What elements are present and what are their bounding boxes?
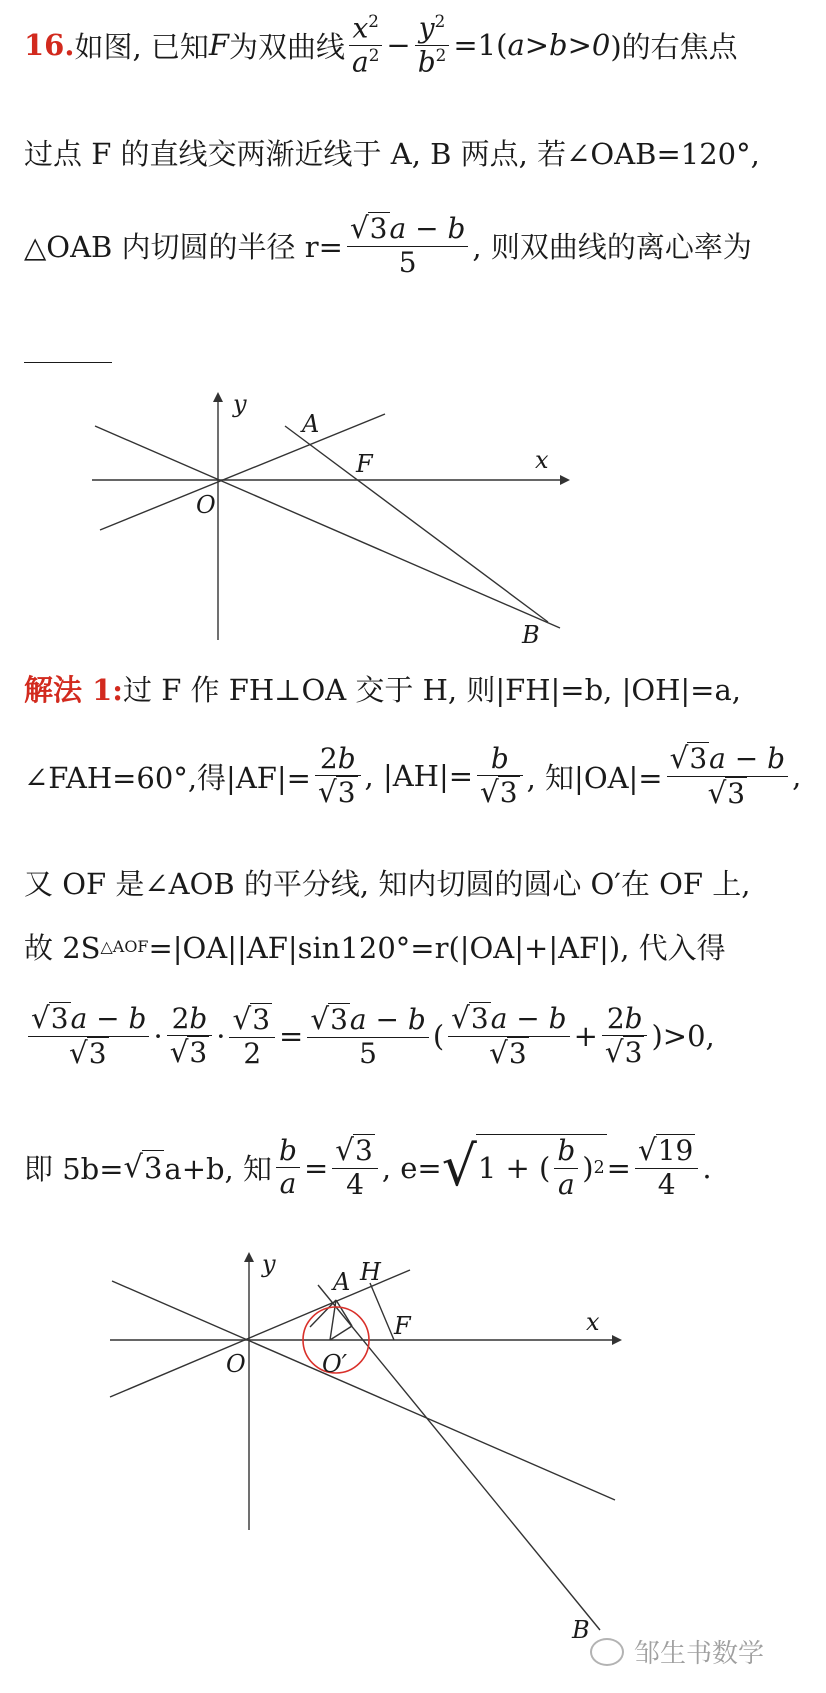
problem-number: 16. [24, 28, 75, 63]
text: , |AH|= [364, 759, 474, 794]
figure-1 [0, 380, 826, 660]
fraction-4: √ 3 a − b 5 [307, 1003, 428, 1070]
text: =1( [453, 28, 508, 63]
solution-line-1 [24, 668, 741, 709]
fraction-1: √ 3 a − b √ 3 [28, 1002, 149, 1071]
fraction-sqrt3-4: √ 3 4 [332, 1134, 378, 1201]
text: 即 5b= [24, 1152, 124, 1186]
radius-line-4 [330, 1326, 352, 1340]
wechat-logo-icon [590, 1638, 624, 1666]
text: △OAB 内切圆的半径 r= [24, 230, 343, 264]
fraction-b-a: $\frac{b}{a}$ [276, 1135, 300, 1200]
solution-line-4 [24, 926, 726, 967]
segment-FH [370, 1283, 394, 1340]
text: , 则双曲线的离心率为 [472, 230, 752, 264]
asymptote-1 [95, 426, 560, 628]
x-arrow [612, 1335, 622, 1345]
line-through-F [285, 426, 548, 622]
label-H: H [360, 1258, 381, 1286]
text: 为双曲线 [229, 29, 346, 64]
text: =|OA||AF|sin120°=r(|OA|+|AF|), 代入得 [148, 931, 726, 965]
figure-2 [0, 1240, 826, 1640]
text: . [702, 1150, 712, 1185]
text: ∠FAH=60°,得|AF|= [24, 760, 311, 795]
asymptote-2 [100, 414, 385, 530]
label-A: A [333, 1268, 351, 1296]
fraction-radius: √ 3 a − b 5 [347, 212, 468, 279]
label-F: F [394, 1312, 411, 1340]
text: )>0, [651, 1019, 715, 1054]
problem-line-1: 16. 如图, 已知 F 为双曲线 $\frac{x^2}{a^2}$ − $\frac{y^2}{b^2}$ =1( a>b>0 )的右焦点 [24, 11, 738, 78]
fraction-sqrt19-4: √ 19 4 [635, 1134, 698, 1201]
fraction-6: 2b √ 3 [602, 1003, 648, 1070]
fraction-2: 2b √ 3 [167, 1003, 213, 1070]
text: , [792, 759, 802, 794]
label-A: A [302, 410, 320, 438]
line-through-F [318, 1285, 600, 1630]
fraction-AH: b √ 3 [477, 743, 523, 810]
text: △AOF [100, 937, 149, 956]
label-B: B [522, 621, 540, 649]
label-y: y [233, 390, 247, 418]
radius-line-3 [336, 1300, 352, 1326]
x-arrow [560, 475, 570, 485]
solution-label: 解法 1: [24, 673, 123, 707]
label-x: x [535, 446, 549, 474]
text: 过 F 作 FH⊥OA 交于 H, 则|FH|=b, |OH|=a, [122, 673, 741, 707]
fraction-AF: 2b √ 3 [315, 743, 361, 810]
solution-line-5: √ 3 a − b √ 3 · 2b √ 3 · √ 3 2 = √ 3 a − b 5 ( √ 3 a − b √ 3 + 2b √ 3 )>0, [24, 1002, 715, 1071]
problem-line-2: 过点 F 的直线交两渐近线于 A, B 两点, 若∠OAB=120°, [24, 137, 760, 171]
solution-line-6: 即 5b= √ 3 a+b, 知 $\frac{b}{a}$ = √ 3 4 , e= √ 1 + ( $\frac{b}{a}$ ) 2 = √ 19 4 . [24, 1133, 712, 1201]
label-O: O [226, 1350, 246, 1378]
text: F [208, 28, 230, 63]
fraction-x2-a2: $\frac{x^2}{a^2}$ [349, 12, 382, 78]
solution-line-3: 又 OF 是∠AOB 的平分线, 知内切圆的圆心 O′在 OF 上, [24, 867, 751, 901]
text: , e= [381, 1150, 442, 1185]
label-O: O [196, 491, 216, 519]
text: 如图, 已知 [74, 29, 209, 64]
fraction-3: √ 3 2 [229, 1003, 275, 1070]
label-B: B [572, 1616, 590, 1640]
fraction-y2-b2: $\frac{y^2}{b^2}$ [415, 12, 450, 78]
watermark [590, 1633, 764, 1670]
text: a+b, 知 [164, 1152, 272, 1186]
solution-line-2 [24, 742, 801, 811]
text: )的右焦点 [610, 29, 738, 64]
asymptote-1 [112, 1281, 615, 1500]
text: , 知|OA|= [526, 760, 663, 795]
watermark-text: 邹生书数学 [634, 1639, 765, 1669]
label-x: x [586, 1308, 600, 1336]
sqrt-expression: √ 1 + ( $\frac{b}{a}$ ) 2 [441, 1134, 605, 1201]
text: a>b>0 [507, 28, 611, 63]
asymptote-2 [110, 1270, 410, 1397]
fraction-OA: √ 3 a − b √ 3 [667, 742, 788, 811]
fraction-5: √ 3 a − b √ 3 [448, 1002, 569, 1071]
label-F: F [356, 450, 373, 478]
label-y: y [262, 1250, 276, 1278]
text: 故 2S [24, 931, 101, 965]
problem-line-3 [24, 212, 752, 279]
y-arrow [213, 392, 223, 402]
answer-blank [24, 362, 112, 363]
y-arrow [244, 1252, 254, 1262]
sqrt-3: √ 3 [123, 1150, 163, 1185]
label-O-prime: O′ [322, 1350, 348, 1378]
